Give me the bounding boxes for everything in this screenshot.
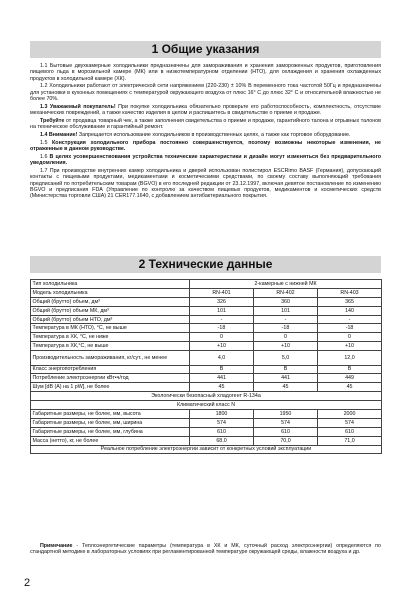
cell-value: 140 (318, 306, 382, 315)
row-label: Габаритные размеры, не более, мм, ширина (31, 418, 190, 427)
row-label: Класс энергопотребления (31, 365, 190, 374)
row-label: Модель холодильника (31, 288, 190, 297)
table-row (31, 383, 382, 392)
cell-value: 101 (254, 306, 318, 315)
paragraph-receipt (30, 118, 381, 131)
cell-value: 574 (254, 418, 318, 427)
paragraph-1-2: 1.2 Холодильники работают от электрической сети напряжением (220-230) ± 10% В переменного тока частотой 50Гц и предназначены для установки в кухонных помещениях с температурой окружающего воздуха от плюс 16° С до плюс 32° С и относительной влажностью не более 70%. (30, 83, 381, 103)
cell-value: B (254, 365, 318, 374)
cell-value: 45 (318, 383, 382, 392)
table-row (31, 409, 382, 418)
row-label: Масса (нетто), кг, не более (31, 436, 190, 445)
table-row (31, 288, 382, 297)
row-label: Потребление электроэнергии кВт•ч/год (31, 374, 190, 383)
row-label: Температура в МК (НТО), °С, не выше (31, 324, 190, 333)
climate-class-row: Климатический класс N (31, 401, 382, 410)
type-value: 2-камерные с нижней МК (190, 280, 382, 289)
table-row (31, 342, 382, 351)
table-row (31, 280, 382, 289)
row-label: Общий (брутто) объем НТО, дм³ (31, 315, 190, 324)
cell-value: 4,0 (190, 351, 254, 365)
page-number: 2 (24, 577, 31, 589)
cell-value: 101 (190, 306, 254, 315)
demand-label: Требуйте (40, 117, 65, 124)
general-instructions (30, 63, 381, 201)
table-row (31, 306, 382, 315)
cell-value: 5,0 (254, 351, 318, 365)
row-label: Габаритные размеры, не более, мм, глубина (31, 427, 190, 436)
row-label: Температура в ХК,°С, не выше (31, 342, 190, 351)
paragraph-1-6 (30, 154, 381, 167)
table-row (31, 351, 382, 365)
technical-data-table (30, 279, 382, 454)
note-paragraph (30, 543, 381, 556)
cell-value: 610 (318, 427, 382, 436)
attention-label: 1.4 Внимание! (40, 132, 78, 138)
cell-value: RN-402 (254, 288, 318, 297)
cell-value: 610 (254, 427, 318, 436)
cell-value: 1800 (190, 409, 254, 418)
cell-value: 68,0 (190, 436, 254, 445)
cell-value: +10 (190, 342, 254, 351)
cell-value: 610 (190, 427, 254, 436)
type-label: Тип холодильника (31, 280, 190, 289)
cell-value: 574 (318, 418, 382, 427)
cell-value: 360 (254, 297, 318, 306)
real-consumption-row: Реальное потребление электроэнергии зависит от конкретных условий эксплуатации (31, 445, 382, 454)
cell-value: 441 (190, 374, 254, 383)
cell-value: -18 (318, 324, 382, 333)
attention-text: Запрещается использование холодильников в производственных целях, а также как торговое оборудование. (77, 132, 351, 138)
table-row (31, 418, 382, 427)
table-row (31, 365, 382, 374)
cell-value: 326 (190, 297, 254, 306)
cell-value: 365 (318, 297, 382, 306)
cell-value: B (190, 365, 254, 374)
paragraph-1-7: 1.7 При производстве внутренних камер холодильника и дверей использован полистирол ESCRimo BASF (Германия), допускающий контакты с пищевыми продуктами, медикаментами и косметическими средствами, по своему составу выполняющий требования предписаний по потребительским товарам (BGVO) в его последней редакции от 23.12.1997, включая девятое постановление по изменению BGVO и предписания FDA (Управление по контролю за качеством пищевых продуктов, медикаментов и косметических средств (Министерства торговли США) 21 CER177.1640, с добавлением антибактериального покрытия. (30, 167, 381, 200)
row-label: Габаритные размеры, не более, мм, высота (31, 409, 190, 418)
table-row (31, 374, 382, 383)
table-row (31, 436, 382, 445)
table-row (31, 427, 382, 436)
paragraph-1-5-number: 1.5 (40, 139, 53, 146)
table-row (31, 392, 382, 401)
cell-value: 45 (254, 383, 318, 392)
cell-value: 0 (318, 333, 382, 342)
table-row (31, 324, 382, 333)
cell-value: -18 (254, 324, 318, 333)
cell-value: 70,0 (254, 436, 318, 445)
row-label: Общий (брутто) объем МК, дм³ (31, 306, 190, 315)
cell-value: +10 (254, 342, 318, 351)
section-title-technical: 2 Технические данные (30, 256, 381, 273)
dear-customer-label: 1.3 Уважаемый покупатель! (40, 103, 116, 110)
cell-value: 2000 (318, 409, 382, 418)
cell-value: -18 (190, 324, 254, 333)
dear-customer-text: При покупке холодильника обязательно проверьте его работоспособность, комплектность, отсутствие механических повреждений, а также качество изделия в целом и распишитесь в свидетельстве о приеме и продаже. (30, 103, 382, 117)
cell-value: 45 (190, 383, 254, 392)
row-label: Температура в ХК, °С, не ниже (31, 333, 190, 342)
technical-data-body (31, 280, 382, 454)
paragraph-1-3 (30, 104, 381, 117)
cell-value: RN-403 (318, 288, 382, 297)
note-text: - Теплоэнергетические параметры (температура в ХК и МК, суточный расход электроэнергии) определяются по стандартной методике в лабораторных условиях при регламентированной температуре окружающей среды, влажности воздуха и др. (30, 543, 381, 556)
paragraph-1-5 (30, 140, 381, 153)
paragraph-1-6-number: 1.6 (40, 153, 50, 160)
cell-value: 1950 (254, 409, 318, 418)
cell-value: 0 (190, 333, 254, 342)
paragraph-1-4 (30, 132, 381, 138)
table-row (31, 333, 382, 342)
cell-value: B (318, 365, 382, 374)
table-row (31, 401, 382, 410)
row-label: Общий (брутто) объем, дм³ (31, 297, 190, 306)
cell-value: RN-401 (190, 288, 254, 297)
cell-value: 12,0 (318, 351, 382, 365)
cell-value: 441 (254, 374, 318, 383)
section-title-general: 1 Общие указания (30, 41, 381, 58)
spec-changes-text: В целях усовершенствования устройства технические характеристики и дизайн могут изменяться без предварительного уведомления. (30, 153, 381, 167)
table-row (31, 315, 382, 324)
table-row (31, 445, 382, 454)
cell-value: - (190, 315, 254, 324)
note-label: Примечание (40, 543, 73, 549)
demand-text: от продавца товарный чек, а также заполнения свидетельства о приеме и продаже, гарантийного талона и отрывных талонов на техническое обслуживание и гарантийный ремонт. (30, 117, 381, 131)
table-row (31, 297, 382, 306)
cell-value: +10 (318, 342, 382, 351)
cell-value: - (318, 315, 382, 324)
design-changes-text: Конструкция холодильного прибора постоянно совершенствуется, поэтому возможны некоторые изменения, не отраженные в данном руководстве. (30, 139, 381, 153)
cell-value: - (254, 315, 318, 324)
cell-value: 449 (318, 374, 382, 383)
paragraph-1-1: 1.1 Бытовые двухкамерные холодильники предназначены для замораживания и хранения замороженных продуктов, приготовления пищевого льда в морозильной камере (МК) или в низкотемпературном отделении (НТО), для охлаждения и хранения охлажденных продуктов в холодильной камере (ХК). (30, 63, 381, 82)
row-label: Шум [dB (A) на 1 pW], не более (31, 383, 190, 392)
row-label: Производительность замораживания, кг/сут., не менее (31, 351, 190, 365)
cell-value: 0 (254, 333, 318, 342)
refrigerant-row: Экологически безопасный хладогент R-134a (31, 392, 382, 401)
cell-value: 71,0 (318, 436, 382, 445)
cell-value: 574 (190, 418, 254, 427)
